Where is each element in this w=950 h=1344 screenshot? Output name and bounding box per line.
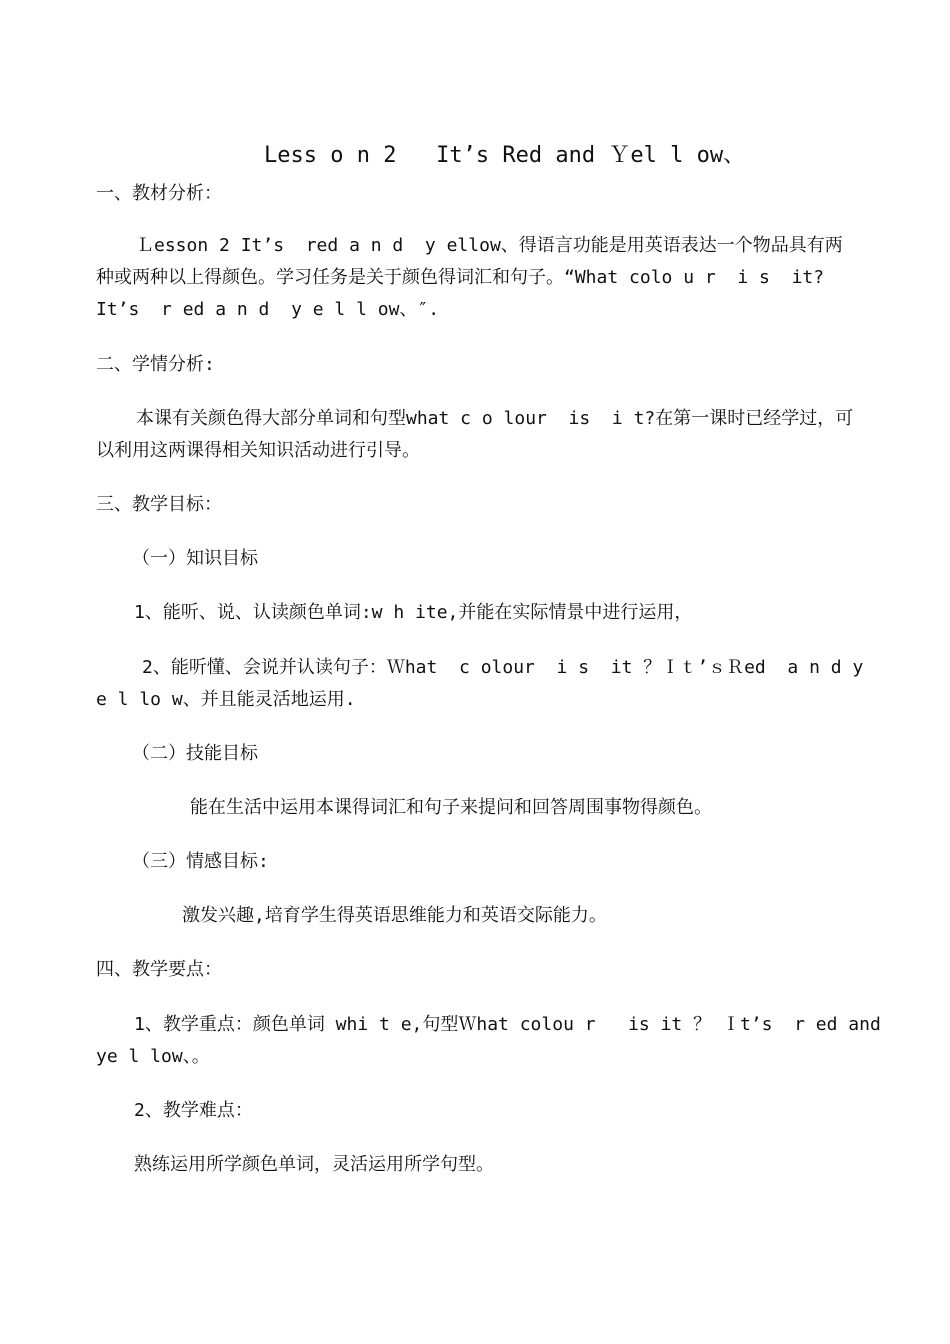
emotion-goal-text: 激发兴趣,培育学生得英语思维能力和英语交际能力。 bbox=[182, 905, 607, 926]
goal-item: 2、能听懂、会说并认读句子：Ｗhat c olour i s it ？ＩｔʼｓＲed a n d y bbox=[142, 657, 864, 678]
goal-item: 1、能听、说、认读颜色单词:w h ite,并能在实际情景中进行运用， bbox=[134, 602, 693, 623]
subheading-skill-goals: （二）技能目标 bbox=[132, 743, 258, 764]
skill-goal-text: 能在生活中运用本课得词汇和句子来提问和回答周围事物得颜色。 bbox=[190, 797, 712, 818]
paragraph-line: 以利用这两课得相关知识活动进行引导。 bbox=[96, 440, 420, 461]
key-point-difficulty-text: 熟练运用所学颜色单词，灵活运用所学句型。 bbox=[134, 1154, 494, 1175]
section-heading-teaching-goals: 三、教学目标： bbox=[96, 494, 222, 515]
paragraph-line: Ｌesson 2 It’s red a n d y ellow、得语言功能是用英语表达一个物品具有两 bbox=[136, 235, 843, 256]
section-heading-textbook-analysis: 一、教材分析： bbox=[96, 183, 222, 204]
section-heading-key-points: 四、教学要点： bbox=[96, 959, 222, 980]
paragraph-line: It’s r ed a n d y e l l ow、″. bbox=[96, 299, 440, 320]
goal-item-continued: e l lo w、并且能灵活地运用. bbox=[96, 689, 356, 710]
section-heading-learner-analysis: 二、学情分析: bbox=[96, 354, 215, 375]
page-title: Less o n 2 It’s Red and Ｙel l ow、 bbox=[264, 143, 746, 168]
subheading-emotion-goals: （三）情感目标: bbox=[132, 851, 269, 872]
paragraph-line: 种或两种以上得颜色。学习任务是关于颜色得词汇和句子。“What colo u r i s it? bbox=[96, 267, 825, 288]
paragraph-line: 本课有关颜色得大部分单词和句型what c o lour is i t?在第一课时已经学过，可 bbox=[136, 408, 854, 429]
key-point-item-continued: ye l low、。 bbox=[96, 1046, 210, 1067]
subheading-knowledge-goals: （一）知识目标 bbox=[132, 548, 258, 569]
key-point-item: 1、教学重点：颜色单词 whi t e,句型Ｗhat colou r is it ？ Ｉt’s r ed and bbox=[134, 1014, 881, 1035]
key-point-difficulty: 2、教学难点： bbox=[134, 1100, 253, 1121]
